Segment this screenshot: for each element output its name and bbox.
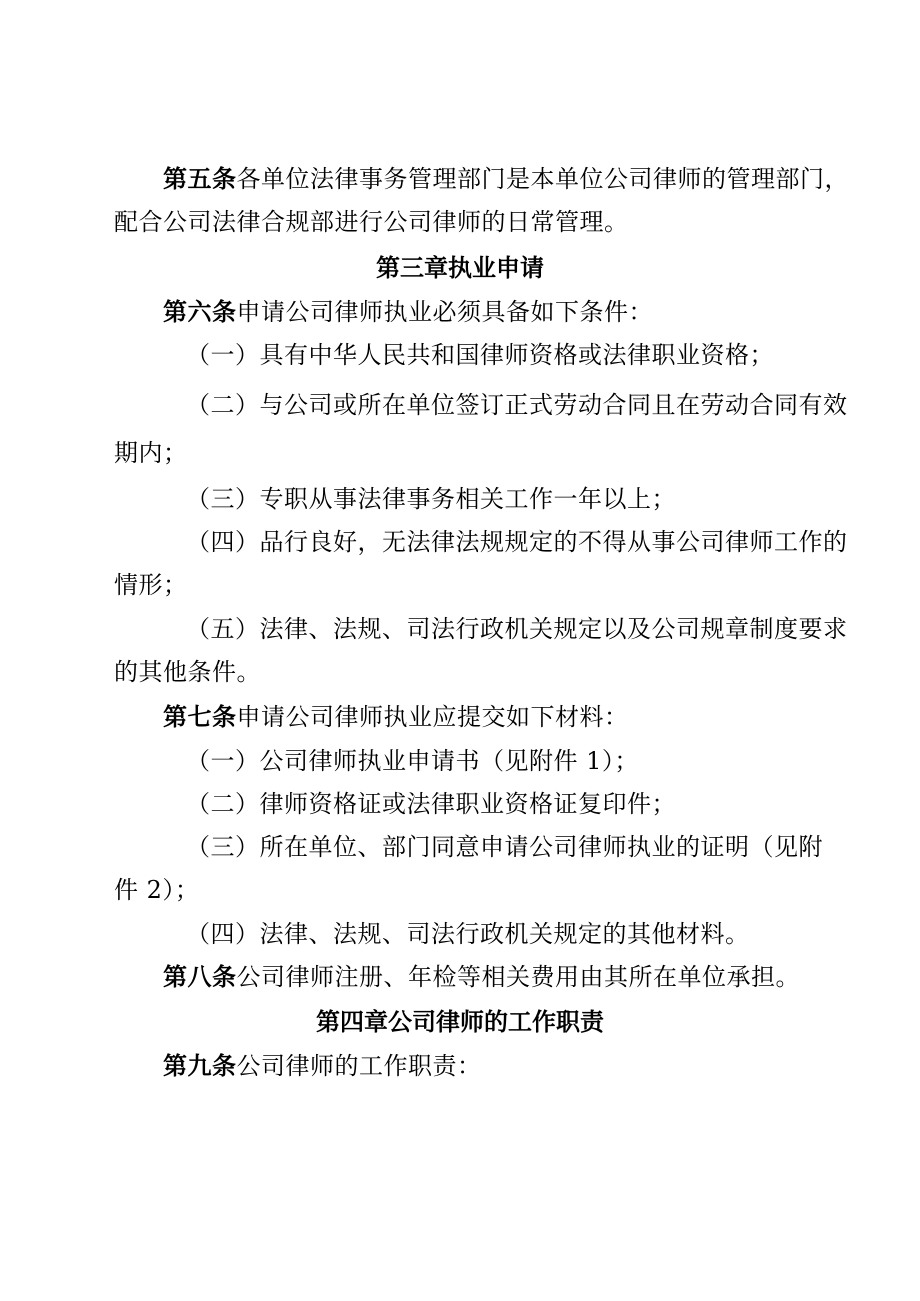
article-5-label: 第五条 [163,164,237,193]
article-5-line-2: 配合公司法律合规部进行公司律师的日常管理。 [114,208,629,236]
article-5-text: 各单位法律事务管理部门是本单位公司律师的管理部门， [236,165,849,193]
article-6-item-2-line-1: （二）与公司或所在单位签订正式劳动合同且在劳动合同有效 [186,391,848,419]
article-6-item-1: （一）具有中华人民共和国律师资格或法律职业资格； [186,341,774,369]
article-7-label: 第七条 [163,702,237,731]
chapter-4-heading: 第四章公司律师的工作职责 [316,1007,604,1036]
article-6-item-2-line-2: 期内； [114,439,188,467]
article-6-text: 申请公司律师执业必须具备如下条件： [236,298,653,326]
article-7-item-3-line-2: 件 2）； [114,876,200,904]
chapter-3-heading: 第三章执业申请 [376,253,544,282]
article-7-item-3-line-1: （三）所在单位、部门同意申请公司律师执业的证明（见附 [186,833,823,861]
article-7-item-2: （二）律师资格证或法律职业资格证复印件； [186,790,676,818]
article-6-item-4-line-1: （四）品行良好，无法律法规规定的不得从事公司律师工作的 [186,528,848,556]
article-7-line [163,701,629,733]
article-8-label: 第八条 [163,962,237,991]
article-6-item-5-line-2: 的其他条件。 [114,658,261,686]
article-9-label: 第九条 [163,1051,237,1080]
article-6-item-3: （三）专职从事法律事务相关工作一年以上； [186,485,676,513]
article-6-line [163,296,653,328]
article-6-item-5-line-1: （五）法律、法规、司法行政机关规定以及公司规章制度要求 [186,615,848,643]
article-8-line [163,961,800,993]
article-6-label: 第六条 [163,297,237,326]
article-7-item-4: （四）法律、法规、司法行政机关规定的其他材料。 [186,920,750,948]
article-8-text: 公司律师注册、年检等相关费用由其所在单位承担。 [236,963,800,991]
article-9-line [163,1050,482,1082]
article-5-line-1 [163,163,849,195]
article-9-text: 公司律师的工作职责： [236,1052,482,1080]
article-7-text: 申请公司律师执业应提交如下材料： [236,703,629,731]
article-6-item-4-line-2: 情形； [114,571,188,599]
article-7-item-1: （一）公司律师执业申请书（见附件 1）； [186,747,639,775]
